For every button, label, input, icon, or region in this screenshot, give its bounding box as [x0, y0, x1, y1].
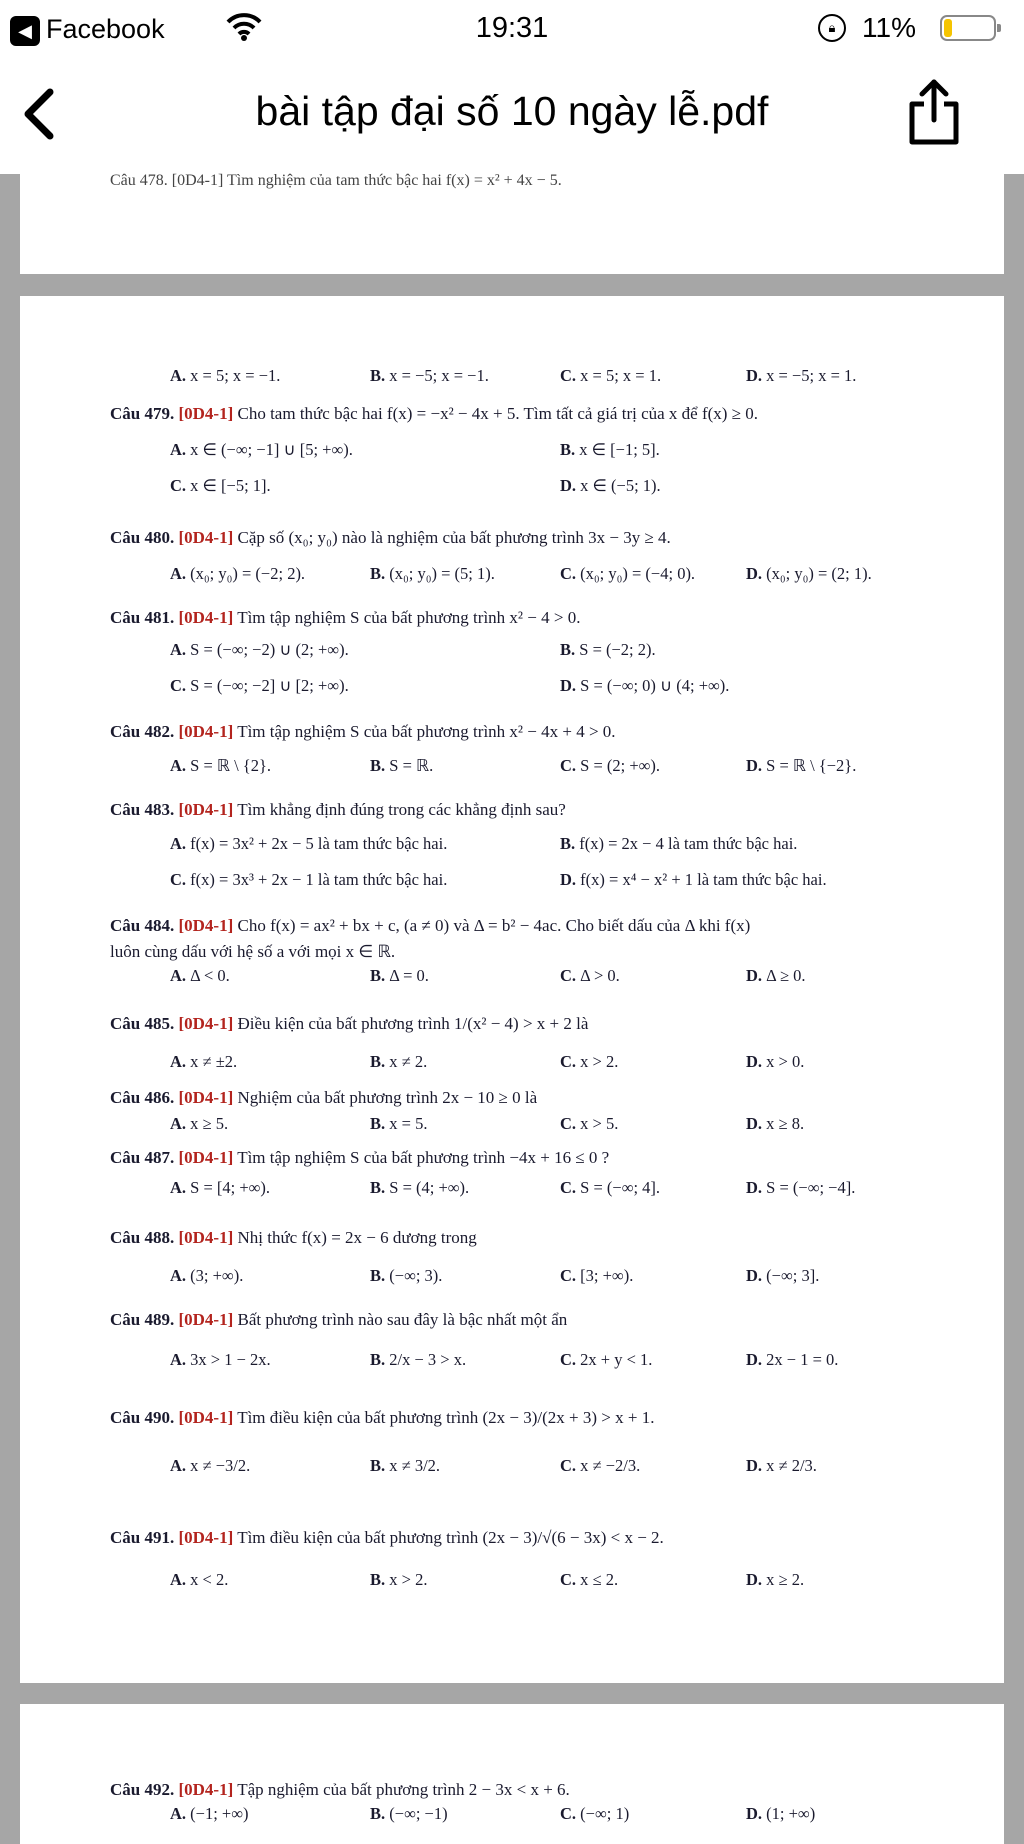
option-d: D. Δ ≥ 0. — [746, 966, 806, 985]
question: Câu 492. [0D4-1] Tập nghiệm của bất phương trình 2 − 3x < x + 6. — [110, 1780, 570, 1799]
question: Câu 487. [0D4-1] Tìm tập nghiệm S của bất phương trình −4x + 16 ≤ 0 ? — [110, 1148, 610, 1167]
option-a: A. x ≠ ±2. — [170, 1052, 238, 1071]
question: Câu 491. [0D4-1] Tìm điều kiện của bất phương trình (2x − 3)/√(6 − 3x) < x − 2. — [110, 1528, 664, 1547]
option-c: C. S = (2; +∞). — [560, 756, 661, 775]
option-b: B. (−∞; 3). — [370, 1266, 443, 1285]
option-c: C. (−∞; 1) — [560, 1804, 630, 1823]
question: Câu 483. [0D4-1] Tìm khẳng định đúng trong các khẳng định sau? — [110, 800, 566, 819]
question: Câu 486. [0D4-1] Nghiệm của bất phương trình 2x − 10 ≥ 0 là — [110, 1088, 538, 1107]
option-a: A. S = [4; +∞). — [170, 1178, 271, 1197]
option-c: C. x > 2. — [560, 1052, 619, 1071]
option-c: C. (x₀; y₀) = (−4; 0). — [560, 564, 696, 583]
option-a: A. (3; +∞). — [170, 1266, 244, 1285]
document-title: bài tập đại số 10 ngày lễ.pdf — [255, 88, 769, 134]
option-a: A. (x₀; y₀) = (−2; 2). — [170, 564, 306, 583]
question: Câu 485. [0D4-1] Điều kiện của bất phương trình 1/(x² − 4) > x + 2 là — [110, 1014, 589, 1033]
question: Câu 488. [0D4-1] Nhị thức f(x) = 2x − 6 dương trong — [110, 1228, 477, 1247]
option-b: B. 2/x − 3 > x. — [370, 1350, 467, 1369]
option-d: D. x ≥ 2. — [746, 1570, 805, 1589]
option-d: D. x > 0. — [746, 1052, 805, 1071]
question: Câu 480. [0D4-1] Cặp số (x₀; y₀) nào là nghiệm của bất phương trình 3x − 3y ≥ 4. — [110, 528, 671, 547]
option-a: A. x = 5; x = −1. — [170, 366, 281, 385]
question: Câu 489. [0D4-1] Bất phương trình nào sau đây là bậc nhất một ẩn — [110, 1310, 568, 1329]
cut-question-text: Câu 478. [0D4-1] Tìm nghiệm của tam thức bậc hai f(x) = x² + 4x − 5. — [110, 172, 562, 189]
rotation-lock-icon: 🔒︎ — [818, 14, 846, 42]
option-a: A. x < 2. — [170, 1570, 229, 1589]
question: Câu 484. [0D4-1] Cho f(x) = ax² + bx + c, (a ≠ 0) và Δ = b² − 4ac. Cho biết dấu của Δ khi f(x) — [110, 916, 751, 935]
option-d: D. x ≥ 8. — [746, 1114, 805, 1133]
question-continuation: luôn cùng dấu với hệ số a với mọi x ∈ ℝ. — [110, 942, 396, 961]
back-arrow-icon: ◀ — [10, 16, 40, 46]
option-d: D. (1; +∞) — [746, 1804, 816, 1823]
option-d: D. S = ℝ \ {−2}. — [746, 756, 857, 775]
battery-percent: 11% — [862, 12, 916, 43]
option-d: D. x ≠ 2/3. — [746, 1456, 817, 1475]
back-app-label: Facebook — [46, 14, 165, 44]
option-d: D. 2x − 1 = 0. — [746, 1350, 839, 1369]
option-c: C. S = (−∞; −2] ∪ [2; +∞). — [170, 676, 349, 695]
option-d: D. (x₀; y₀) = (2; 1). — [746, 564, 872, 583]
option-a: A. S = ℝ \ {2}. — [170, 756, 272, 775]
option-a: A. Δ < 0. — [170, 966, 230, 985]
share-icon[interactable] — [902, 76, 966, 148]
option-a: A. S = (−∞; −2) ∪ (2; +∞). — [170, 640, 349, 659]
option-c: C. [3; +∞). — [560, 1266, 634, 1285]
option-c: C. f(x) = 3x³ + 2x − 1 là tam thức bậc hai. — [170, 870, 448, 889]
option-c: C. x ≠ −2/3. — [560, 1456, 641, 1475]
option-b: B. Δ = 0. — [370, 966, 429, 985]
option-b: B. x > 2. — [370, 1570, 428, 1589]
option-b: B. x ≠ 3/2. — [370, 1456, 441, 1475]
option-a: A. x ≥ 5. — [170, 1114, 229, 1133]
option-d: D. S = (−∞; −4]. — [746, 1178, 856, 1197]
option-d: D. f(x) = x⁴ − x² + 1 là tam thức bậc hai. — [560, 870, 827, 889]
question: Câu 482. [0D4-1] Tìm tập nghiệm S của bất phương trình x² − 4x + 4 > 0. — [110, 722, 616, 741]
option-b: B. f(x) = 2x − 4 là tam thức bậc hai. — [560, 834, 798, 853]
option-a: A. (−1; +∞) — [170, 1804, 249, 1823]
question: Câu 479. [0D4-1] Cho tam thức bậc hai f(x) = −x² − 4x + 5. Tìm tất cả giá trị của x để f(x) ≥ 0. — [110, 404, 759, 423]
battery-icon — [940, 15, 996, 41]
option-b: B. x = −5; x = −1. — [370, 366, 489, 385]
pdf-page — [20, 174, 1004, 274]
option-c: C. x > 5. — [560, 1114, 619, 1133]
option-a: A. x ∈ (−∞; −1] ∪ [5; +∞). — [170, 440, 353, 459]
option-b: B. x ≠ 2. — [370, 1052, 428, 1071]
option-c: C. x ∈ [−5; 1]. — [170, 476, 271, 495]
option-d: D. (−∞; 3]. — [746, 1266, 820, 1285]
option-b: B. x = 5. — [370, 1114, 428, 1133]
option-d: D. S = (−∞; 0) ∪ (4; +∞). — [560, 676, 730, 695]
pdf-page — [20, 1704, 1004, 1844]
option-b: B. S = (4; +∞). — [370, 1178, 470, 1197]
option-a: A. 3x > 1 − 2x. — [170, 1350, 271, 1369]
option-a: A. f(x) = 3x² + 2x − 5 là tam thức bậc hai. — [170, 834, 448, 853]
option-d: D. x = −5; x = 1. — [746, 366, 857, 385]
option-a: A. x ≠ −3/2. — [170, 1456, 251, 1475]
question: Câu 490. [0D4-1] Tìm điều kiện của bất phương trình (2x − 3)/(2x + 3) > x + 1. — [110, 1408, 655, 1427]
option-b: B. S = ℝ. — [370, 756, 434, 775]
option-c: C. S = (−∞; 4]. — [560, 1178, 661, 1197]
option-b: B. S = (−2; 2). — [560, 640, 656, 659]
option-c: C. x = 5; x = 1. — [560, 366, 662, 385]
option-b: B. (−∞; −1) — [370, 1804, 448, 1823]
status-bar — [0, 0, 1024, 58]
option-c: C. 2x + y < 1. — [560, 1350, 653, 1369]
option-b: B. x ∈ [−1; 5]. — [560, 440, 660, 459]
pdf-page — [20, 296, 1004, 1683]
option-c: C. Δ > 0. — [560, 966, 620, 985]
option-d: D. x ∈ (−5; 1). — [560, 476, 661, 495]
question: Câu 481. [0D4-1] Tìm tập nghiệm S của bất phương trình x² − 4 > 0. — [110, 608, 581, 627]
option-b: B. (x₀; y₀) = (5; 1). — [370, 564, 495, 583]
option-c: C. x ≤ 2. — [560, 1570, 619, 1589]
nav-bar — [0, 58, 1024, 174]
clock: 19:31 — [475, 12, 549, 44]
